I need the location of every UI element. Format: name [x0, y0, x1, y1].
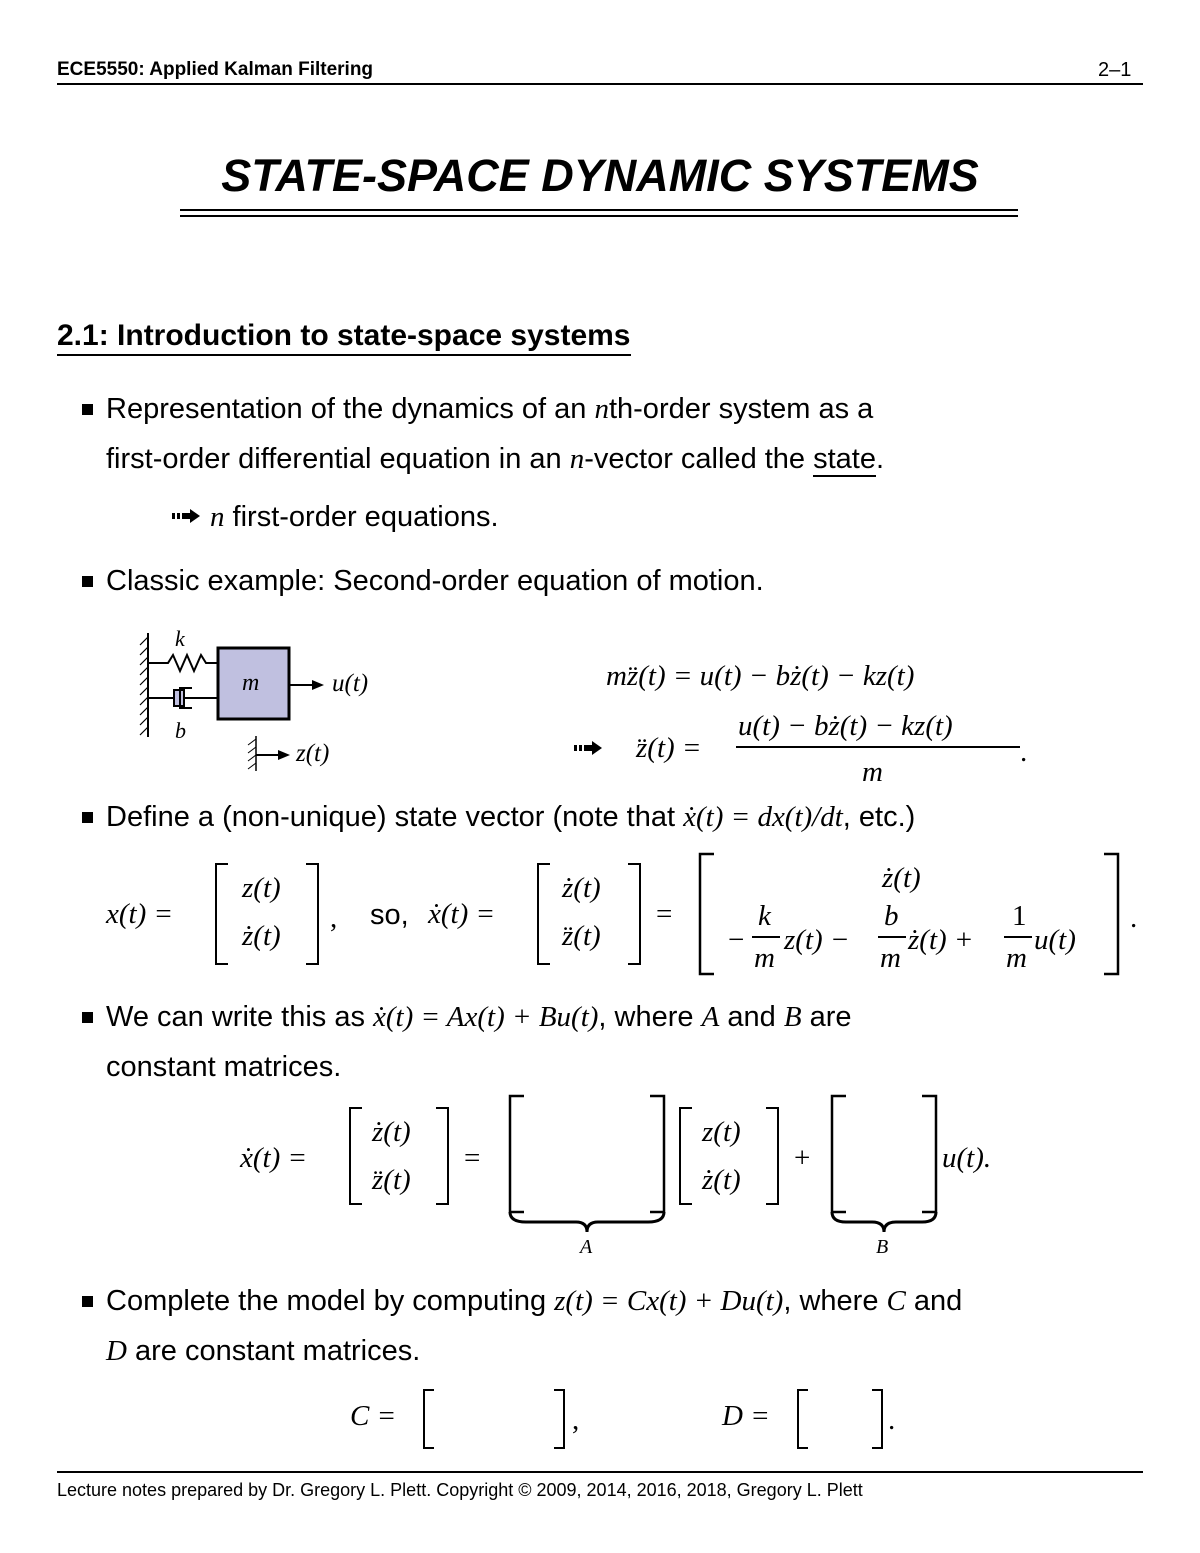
bullet-3-text: [106, 800, 915, 834]
mass-spring-damper-diagram: [128, 625, 388, 775]
bracket-right: [302, 862, 322, 966]
period: .: [1130, 902, 1138, 934]
bullet-5-line-1: [106, 1284, 962, 1318]
row2-z: z(t) −: [784, 924, 850, 956]
text: Representation of the dynamics of an: [106, 393, 595, 425]
equation-of-motion: mz̈(t) = u(t) − bż(t) − kz(t): [606, 660, 915, 692]
m-zdot: ż(t): [372, 1116, 411, 1148]
spring-label: k: [175, 626, 185, 651]
wall-hatch: [140, 637, 148, 735]
input-term: u(t).: [942, 1142, 992, 1174]
text: Define a (non-unique) state vector (note that: [106, 801, 684, 833]
section-heading: 2.1: Introduction to state-space systems: [57, 318, 631, 356]
text: are constant matrices.: [126, 1335, 421, 1367]
var-n: n: [569, 443, 585, 475]
text: , where: [598, 1001, 702, 1033]
x-z: z(t): [242, 872, 281, 904]
m-zddot: z̈(t): [372, 1164, 411, 1196]
output-equation: z(t) = Cx(t) + Du(t): [554, 1285, 784, 1317]
fraction-bar: [878, 936, 906, 938]
state-equation: ẋ(t) = Ax(t) + Bu(t): [373, 1001, 599, 1033]
derivative-note: ẋ(t) = dx(t)/dt: [683, 801, 843, 833]
title-rule-top: [180, 209, 1018, 211]
text: and: [905, 1285, 963, 1317]
equals: =: [464, 1142, 481, 1174]
text: , where: [783, 1285, 887, 1317]
bullet-4-line-1: [106, 1000, 852, 1034]
footer-rule: [57, 1471, 1143, 1473]
underbrace-label-a: A: [580, 1236, 593, 1258]
fraction-bar: [1004, 936, 1032, 938]
bullet-4-line-2: constant matrices.: [106, 1051, 342, 1083]
frac-b-num: b: [884, 900, 899, 932]
frac-k-num: k: [758, 900, 771, 932]
header-rule: [57, 83, 1143, 85]
text: Complete the model by computing: [106, 1285, 555, 1317]
var-a: A: [701, 1001, 720, 1033]
x-zdot: ż(t): [242, 920, 281, 952]
frac-b-den: m: [880, 942, 901, 974]
mass-label: m: [242, 670, 260, 696]
sub-bullet-text: [210, 500, 499, 534]
xdot-lhs: ẋ(t) =: [428, 898, 496, 930]
bracket-right: [762, 1106, 782, 1206]
bracket-left: [346, 1106, 366, 1206]
xdot-zddot: z̈(t): [562, 920, 601, 952]
empty-matrix-b: [828, 1094, 940, 1258]
page-title: STATE-SPACE DYNAMIC SYSTEMS: [221, 150, 979, 201]
row2-u: u(t): [1034, 924, 1076, 956]
text: and: [719, 1001, 784, 1033]
state-term: state: [813, 443, 876, 475]
acceleration-numerator: u(t) − bż(t) − kz(t): [738, 710, 953, 742]
underbrace-label-b: B: [876, 1236, 889, 1258]
bracket-left: [696, 852, 718, 976]
empty-matrix-c: [420, 1388, 568, 1450]
period: .: [888, 1404, 896, 1436]
equals: =: [656, 898, 673, 930]
xdot-zdot: ż(t): [562, 872, 601, 904]
text: .: [876, 443, 885, 475]
x-def-lhs: x(t) =: [106, 898, 174, 930]
bullet-marker: [82, 1012, 93, 1023]
title-rule-bottom: [180, 215, 1018, 217]
bullet-marker: [82, 404, 93, 415]
text: , etc.): [842, 801, 916, 833]
period: .: [1020, 736, 1028, 768]
empty-matrix-d: [794, 1388, 886, 1450]
frac-1-num: 1: [1012, 900, 1027, 932]
minus: −: [728, 924, 745, 956]
so-label: so,: [370, 899, 409, 931]
row2-zdot: ż(t) +: [908, 924, 974, 956]
plus: +: [794, 1142, 811, 1174]
empty-matrix-a: [506, 1094, 668, 1258]
damper-label: b: [175, 718, 186, 743]
text: We can write this as: [106, 1001, 374, 1033]
m-zdot2: ż(t): [702, 1164, 741, 1196]
bullet-1-line-2: [106, 442, 884, 476]
footer-copyright: Lecture notes prepared by Dr. Gregory L. Plett. Copyright © 2009, 2014, 2016, 2018, Gregory L. Plett: [57, 1480, 863, 1500]
implies-arrow-icon: [172, 509, 202, 523]
course-header: ECE5550: Applied Kalman Filtering: [57, 59, 374, 80]
fraction-bar: [736, 746, 1020, 748]
spring: [148, 655, 218, 671]
bullet-marker: [82, 812, 93, 823]
text: th-order system as a: [608, 393, 874, 425]
var-n: n: [210, 501, 225, 533]
bracket-left: [676, 1106, 696, 1206]
bullet-1-line-1: [106, 392, 873, 426]
var-b: B: [783, 1001, 802, 1033]
comma: ,: [572, 1404, 580, 1436]
frac-1-den: m: [1006, 942, 1027, 974]
acceleration-denominator: m: [862, 756, 883, 788]
bracket-right: [1100, 852, 1122, 976]
text: -vector called the: [584, 443, 814, 475]
comma: ,: [330, 902, 338, 934]
displacement-label: z(t): [296, 740, 330, 767]
var-n: n: [594, 393, 609, 425]
bracket-left: [534, 862, 554, 966]
row1-zdot: ż(t): [882, 862, 921, 894]
force-label: u(t): [332, 670, 369, 697]
acceleration-lhs: z̈(t) =: [636, 732, 702, 764]
text: first-order differential equation in an: [106, 443, 570, 475]
page-number: 2–1: [1098, 59, 1132, 81]
implies-arrow-icon: [574, 741, 604, 755]
xdot-lhs: ẋ(t) =: [240, 1142, 308, 1174]
m-z: z(t): [702, 1116, 741, 1148]
bracket-left: [212, 862, 232, 966]
c-lhs: C =: [350, 1400, 397, 1432]
d-lhs: D =: [722, 1400, 770, 1432]
bullet-5-line-2: [106, 1334, 420, 1368]
var-c: C: [886, 1285, 906, 1317]
fraction-bar: [752, 936, 780, 938]
bullet-2-text: Classic example: Second-order equation of motion.: [106, 565, 764, 597]
text: are: [801, 1001, 852, 1033]
bullet-marker: [82, 1296, 93, 1307]
bracket-right: [624, 862, 644, 966]
var-d: D: [106, 1335, 127, 1367]
frac-k-den: m: [754, 942, 775, 974]
text: first-order equations.: [224, 501, 499, 533]
bracket-right: [432, 1106, 452, 1206]
bullet-marker: [82, 576, 93, 587]
